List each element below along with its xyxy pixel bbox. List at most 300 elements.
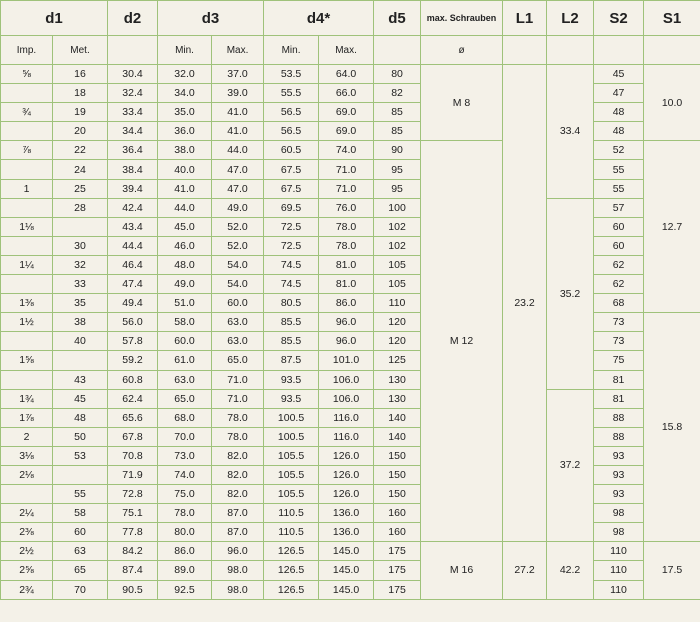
cell-d3min: 40.0 bbox=[158, 160, 212, 179]
cell-d3min: 65.0 bbox=[158, 389, 212, 408]
cell-d3min: 78.0 bbox=[158, 504, 212, 523]
cell-d3max: 78.0 bbox=[212, 408, 264, 427]
table-row bbox=[1, 389, 700, 408]
cell-d4min: 55.5 bbox=[264, 84, 319, 103]
cell-d3min: 45.0 bbox=[158, 217, 212, 236]
cell-d4max: 106.0 bbox=[319, 370, 374, 389]
cell-d2: 71.9 bbox=[108, 465, 158, 484]
cell-d2: 65.6 bbox=[108, 408, 158, 427]
cell-d5: 150 bbox=[374, 446, 421, 465]
subheader-empty bbox=[374, 36, 421, 65]
table-row bbox=[1, 84, 700, 103]
cell-d4min: 100.5 bbox=[264, 408, 319, 427]
cell-d3min: 70.0 bbox=[158, 427, 212, 446]
cell-d4max: 78.0 bbox=[319, 217, 374, 236]
cell-d4min: 56.5 bbox=[264, 122, 319, 141]
subheader-empty bbox=[547, 36, 594, 65]
cell-d4max: 145.0 bbox=[319, 542, 374, 561]
subheader-d4-min: Min. bbox=[264, 36, 319, 65]
cell-d4min: 69.5 bbox=[264, 198, 319, 217]
cell-d3min: 60.0 bbox=[158, 332, 212, 351]
cell-imp bbox=[1, 84, 53, 103]
cell-d3min: 32.0 bbox=[158, 65, 212, 84]
cell-met: 18 bbox=[53, 84, 108, 103]
cell-imp: 1¼ bbox=[1, 255, 53, 274]
cell-met: 32 bbox=[53, 255, 108, 274]
table-row bbox=[1, 370, 700, 389]
merged-schrauben-cell: M 16 bbox=[421, 542, 503, 599]
cell-d5: 125 bbox=[374, 351, 421, 370]
table-row bbox=[1, 465, 700, 484]
cell-d2: 67.8 bbox=[108, 427, 158, 446]
cell-d3max: 87.0 bbox=[212, 523, 264, 542]
cell-d5: 140 bbox=[374, 408, 421, 427]
table-row bbox=[1, 446, 700, 465]
cell-d4min: 93.5 bbox=[264, 389, 319, 408]
subheader-empty bbox=[594, 36, 644, 65]
merged-l2-cell: 35.2 bbox=[547, 198, 594, 389]
cell-d5: 105 bbox=[374, 275, 421, 294]
cell-d3max: 71.0 bbox=[212, 389, 264, 408]
cell-d3max: 49.0 bbox=[212, 198, 264, 217]
cell-d3min: 34.0 bbox=[158, 84, 212, 103]
table-row bbox=[1, 103, 700, 122]
cell-d2: 56.0 bbox=[108, 313, 158, 332]
cell-s2: 110 bbox=[594, 561, 644, 580]
cell-d5: 130 bbox=[374, 370, 421, 389]
cell-d5: 120 bbox=[374, 313, 421, 332]
header-d5: d5 bbox=[374, 1, 421, 36]
cell-s2: 48 bbox=[594, 103, 644, 122]
merged-l2-cell: 33.4 bbox=[547, 65, 594, 199]
table-row bbox=[1, 160, 700, 179]
cell-d3max: 54.0 bbox=[212, 255, 264, 274]
cell-d2: 70.8 bbox=[108, 446, 158, 465]
table-row bbox=[1, 504, 700, 523]
cell-d2: 84.2 bbox=[108, 542, 158, 561]
cell-d4min: 85.5 bbox=[264, 332, 319, 351]
table-row bbox=[1, 580, 700, 599]
merged-schrauben-cell: M 12 bbox=[421, 141, 503, 542]
table-row bbox=[1, 561, 700, 580]
cell-s2: 62 bbox=[594, 275, 644, 294]
cell-imp: 2¼ bbox=[1, 504, 53, 523]
cell-s2: 88 bbox=[594, 427, 644, 446]
cell-d4min: 126.5 bbox=[264, 580, 319, 599]
cell-d2: 72.8 bbox=[108, 485, 158, 504]
cell-d3max: 63.0 bbox=[212, 313, 264, 332]
cell-imp: 1¾ bbox=[1, 389, 53, 408]
merged-schrauben-cell: M 8 bbox=[421, 65, 503, 141]
cell-d3max: 96.0 bbox=[212, 542, 264, 561]
cell-d5: 150 bbox=[374, 485, 421, 504]
header-s2: S2 bbox=[594, 1, 644, 36]
cell-d5: 100 bbox=[374, 198, 421, 217]
cell-d3min: 41.0 bbox=[158, 179, 212, 198]
cell-d4max: 126.0 bbox=[319, 485, 374, 504]
subheader-d3-max: Max. bbox=[212, 36, 264, 65]
cell-d3max: 41.0 bbox=[212, 103, 264, 122]
cell-d4min: 105.5 bbox=[264, 446, 319, 465]
table-row bbox=[1, 332, 700, 351]
cell-d5: 110 bbox=[374, 294, 421, 313]
cell-imp: 2⅝ bbox=[1, 561, 53, 580]
cell-d3min: 73.0 bbox=[158, 446, 212, 465]
table-row bbox=[1, 179, 700, 198]
cell-imp: 2⅛ bbox=[1, 465, 53, 484]
cell-s2: 68 bbox=[594, 294, 644, 313]
cell-imp: ⅞ bbox=[1, 141, 53, 160]
cell-d2: 36.4 bbox=[108, 141, 158, 160]
cell-d3max: 82.0 bbox=[212, 485, 264, 504]
cell-imp bbox=[1, 485, 53, 504]
cell-d3min: 49.0 bbox=[158, 275, 212, 294]
cell-met bbox=[53, 351, 108, 370]
cell-d4min: 74.5 bbox=[264, 275, 319, 294]
table-row bbox=[1, 198, 700, 217]
cell-d3max: 65.0 bbox=[212, 351, 264, 370]
cell-met: 50 bbox=[53, 427, 108, 446]
table-row bbox=[1, 65, 700, 84]
cell-d5: 120 bbox=[374, 332, 421, 351]
cell-d4max: 71.0 bbox=[319, 160, 374, 179]
cell-imp: ⅝ bbox=[1, 65, 53, 84]
cell-d2: 77.8 bbox=[108, 523, 158, 542]
cell-d3min: 74.0 bbox=[158, 465, 212, 484]
table-row bbox=[1, 542, 700, 561]
header-d1: d1 bbox=[1, 1, 108, 36]
cell-d3max: 98.0 bbox=[212, 580, 264, 599]
cell-d3min: 63.0 bbox=[158, 370, 212, 389]
cell-met: 28 bbox=[53, 198, 108, 217]
table-body bbox=[1, 65, 700, 600]
cell-imp bbox=[1, 275, 53, 294]
cell-d3min: 61.0 bbox=[158, 351, 212, 370]
cell-d4max: 71.0 bbox=[319, 179, 374, 198]
cell-d4min: 87.5 bbox=[264, 351, 319, 370]
cell-s2: 88 bbox=[594, 408, 644, 427]
cell-imp: 2 bbox=[1, 427, 53, 446]
cell-d4max: 74.0 bbox=[319, 141, 374, 160]
cell-d3max: 39.0 bbox=[212, 84, 264, 103]
cell-d2: 87.4 bbox=[108, 561, 158, 580]
cell-d3min: 51.0 bbox=[158, 294, 212, 313]
cell-s2: 62 bbox=[594, 255, 644, 274]
table-row bbox=[1, 255, 700, 274]
cell-met: 38 bbox=[53, 313, 108, 332]
table-row bbox=[1, 351, 700, 370]
header-d3: d3 bbox=[158, 1, 264, 36]
cell-imp: 1⅝ bbox=[1, 351, 53, 370]
cell-d4min: 67.5 bbox=[264, 160, 319, 179]
cell-d2: 42.4 bbox=[108, 198, 158, 217]
header-l2: L2 bbox=[547, 1, 594, 36]
cell-imp bbox=[1, 370, 53, 389]
cell-met: 70 bbox=[53, 580, 108, 599]
cell-d3max: 71.0 bbox=[212, 370, 264, 389]
cell-d5: 85 bbox=[374, 122, 421, 141]
header-max-schrauben: max. Schrauben bbox=[421, 1, 503, 36]
cell-s2: 57 bbox=[594, 198, 644, 217]
cell-met: 16 bbox=[53, 65, 108, 84]
cell-d2: 44.4 bbox=[108, 236, 158, 255]
table-row bbox=[1, 122, 700, 141]
cell-d3max: 63.0 bbox=[212, 332, 264, 351]
cell-d5: 160 bbox=[374, 504, 421, 523]
cell-imp: 2¾ bbox=[1, 580, 53, 599]
cell-d5: 80 bbox=[374, 65, 421, 84]
cell-d5: 85 bbox=[374, 103, 421, 122]
cell-d4min: 72.5 bbox=[264, 217, 319, 236]
cell-d5: 130 bbox=[374, 389, 421, 408]
cell-d4max: 96.0 bbox=[319, 313, 374, 332]
cell-d3min: 35.0 bbox=[158, 103, 212, 122]
cell-d5: 90 bbox=[374, 141, 421, 160]
cell-met bbox=[53, 465, 108, 484]
cell-s2: 98 bbox=[594, 523, 644, 542]
cell-d4max: 136.0 bbox=[319, 504, 374, 523]
merged-l1-cell: 23.2 bbox=[503, 65, 547, 542]
table-row bbox=[1, 141, 700, 160]
cell-d5: 95 bbox=[374, 179, 421, 198]
cell-imp bbox=[1, 122, 53, 141]
cell-d4min: 72.5 bbox=[264, 236, 319, 255]
subheader-imp: Imp. bbox=[1, 36, 53, 65]
table-row bbox=[1, 236, 700, 255]
cell-d2: 39.4 bbox=[108, 179, 158, 198]
cell-d3max: 87.0 bbox=[212, 504, 264, 523]
cell-d3max: 44.0 bbox=[212, 141, 264, 160]
cell-d5: 175 bbox=[374, 561, 421, 580]
cell-d4max: 106.0 bbox=[319, 389, 374, 408]
cell-d4min: 100.5 bbox=[264, 427, 319, 446]
cell-d4max: 64.0 bbox=[319, 65, 374, 84]
cell-met: 25 bbox=[53, 179, 108, 198]
cell-d2: 34.4 bbox=[108, 122, 158, 141]
cell-d4min: 74.5 bbox=[264, 255, 319, 274]
cell-d4min: 60.5 bbox=[264, 141, 319, 160]
cell-d4max: 96.0 bbox=[319, 332, 374, 351]
cell-s2: 73 bbox=[594, 313, 644, 332]
cell-d3min: 46.0 bbox=[158, 236, 212, 255]
cell-d4min: 56.5 bbox=[264, 103, 319, 122]
cell-met: 33 bbox=[53, 275, 108, 294]
table-row bbox=[1, 427, 700, 446]
cell-d3max: 98.0 bbox=[212, 561, 264, 580]
merged-s1-cell: 17.5 bbox=[644, 542, 700, 599]
cell-d3min: 36.0 bbox=[158, 122, 212, 141]
cell-d3max: 47.0 bbox=[212, 179, 264, 198]
table-row bbox=[1, 485, 700, 504]
cell-d3max: 78.0 bbox=[212, 427, 264, 446]
cell-d4max: 116.0 bbox=[319, 408, 374, 427]
subheader-empty bbox=[503, 36, 547, 65]
cell-s2: 45 bbox=[594, 65, 644, 84]
merged-s1-cell: 15.8 bbox=[644, 313, 700, 542]
cell-imp bbox=[1, 198, 53, 217]
subheader-diameter-symbol: ø bbox=[421, 36, 503, 65]
cell-met: 60 bbox=[53, 523, 108, 542]
cell-d2: 57.8 bbox=[108, 332, 158, 351]
cell-s2: 93 bbox=[594, 485, 644, 504]
cell-d3min: 44.0 bbox=[158, 198, 212, 217]
cell-met: 43 bbox=[53, 370, 108, 389]
merged-s1-cell: 12.7 bbox=[644, 141, 700, 313]
cell-d3min: 92.5 bbox=[158, 580, 212, 599]
cell-met: 65 bbox=[53, 561, 108, 580]
cell-s2: 55 bbox=[594, 179, 644, 198]
cell-d5: 82 bbox=[374, 84, 421, 103]
cell-d3min: 68.0 bbox=[158, 408, 212, 427]
cell-s2: 60 bbox=[594, 236, 644, 255]
subheader-d3-min: Min. bbox=[158, 36, 212, 65]
cell-s2: 110 bbox=[594, 542, 644, 561]
cell-met: 35 bbox=[53, 294, 108, 313]
cell-d2: 62.4 bbox=[108, 389, 158, 408]
cell-imp bbox=[1, 332, 53, 351]
cell-d4max: 126.0 bbox=[319, 446, 374, 465]
cell-d4min: 110.5 bbox=[264, 504, 319, 523]
subheader-met: Met. bbox=[53, 36, 108, 65]
table-row bbox=[1, 408, 700, 427]
cell-met: 48 bbox=[53, 408, 108, 427]
table-row bbox=[1, 294, 700, 313]
cell-met: 20 bbox=[53, 122, 108, 141]
cell-d3min: 38.0 bbox=[158, 141, 212, 160]
cell-d3min: 86.0 bbox=[158, 542, 212, 561]
table-row bbox=[1, 313, 700, 332]
cell-d3max: 52.0 bbox=[212, 236, 264, 255]
cell-d4min: 105.5 bbox=[264, 485, 319, 504]
cell-imp: 1⅞ bbox=[1, 408, 53, 427]
cell-d4max: 86.0 bbox=[319, 294, 374, 313]
header-l1: L1 bbox=[503, 1, 547, 36]
header-row bbox=[1, 1, 700, 36]
header-s1: S1 bbox=[644, 1, 700, 36]
cell-d4max: 76.0 bbox=[319, 198, 374, 217]
cell-d2: 59.2 bbox=[108, 351, 158, 370]
cell-s2: 75 bbox=[594, 351, 644, 370]
cell-imp bbox=[1, 236, 53, 255]
cell-d4min: 105.5 bbox=[264, 465, 319, 484]
cell-s2: 93 bbox=[594, 446, 644, 465]
merged-l1-cell: 27.2 bbox=[503, 542, 547, 599]
cell-s2: 93 bbox=[594, 465, 644, 484]
cell-d2: 60.8 bbox=[108, 370, 158, 389]
subheader-empty bbox=[108, 36, 158, 65]
cell-s2: 52 bbox=[594, 141, 644, 160]
cell-d2: 33.4 bbox=[108, 103, 158, 122]
cell-d4min: 53.5 bbox=[264, 65, 319, 84]
cell-d4min: 93.5 bbox=[264, 370, 319, 389]
cell-imp: 2½ bbox=[1, 542, 53, 561]
cell-s2: 81 bbox=[594, 389, 644, 408]
cell-d2: 43.4 bbox=[108, 217, 158, 236]
cell-met: 24 bbox=[53, 160, 108, 179]
cell-d4max: 136.0 bbox=[319, 523, 374, 542]
cell-d3max: 82.0 bbox=[212, 465, 264, 484]
cell-d3max: 60.0 bbox=[212, 294, 264, 313]
cell-s2: 55 bbox=[594, 160, 644, 179]
cell-d5: 160 bbox=[374, 523, 421, 542]
cell-d5: 95 bbox=[374, 160, 421, 179]
cell-d3max: 52.0 bbox=[212, 217, 264, 236]
cell-met: 30 bbox=[53, 236, 108, 255]
table-row bbox=[1, 523, 700, 542]
cell-d5: 105 bbox=[374, 255, 421, 274]
cell-d4max: 145.0 bbox=[319, 561, 374, 580]
cell-d5: 150 bbox=[374, 465, 421, 484]
cell-met: 53 bbox=[53, 446, 108, 465]
cell-met: 45 bbox=[53, 389, 108, 408]
cell-d4max: 69.0 bbox=[319, 122, 374, 141]
cell-d4max: 116.0 bbox=[319, 427, 374, 446]
cell-d3min: 58.0 bbox=[158, 313, 212, 332]
cell-d4max: 66.0 bbox=[319, 84, 374, 103]
cell-s2: 81 bbox=[594, 370, 644, 389]
cell-imp: 2⅜ bbox=[1, 523, 53, 542]
subheader-row bbox=[1, 36, 700, 65]
cell-s2: 73 bbox=[594, 332, 644, 351]
cell-met bbox=[53, 217, 108, 236]
cell-imp: 3⅛ bbox=[1, 446, 53, 465]
cell-imp: 1 bbox=[1, 179, 53, 198]
cell-d5: 102 bbox=[374, 236, 421, 255]
cell-d2: 38.4 bbox=[108, 160, 158, 179]
cell-d2: 49.4 bbox=[108, 294, 158, 313]
cell-d2: 47.4 bbox=[108, 275, 158, 294]
cell-d3min: 48.0 bbox=[158, 255, 212, 274]
cell-s2: 60 bbox=[594, 217, 644, 236]
cell-imp: 1⅜ bbox=[1, 294, 53, 313]
cell-d3min: 89.0 bbox=[158, 561, 212, 580]
subheader-d4-max: Max. bbox=[319, 36, 374, 65]
cell-d2: 32.4 bbox=[108, 84, 158, 103]
cell-d4max: 126.0 bbox=[319, 465, 374, 484]
cell-met: 58 bbox=[53, 504, 108, 523]
cell-s2: 110 bbox=[594, 580, 644, 599]
cell-d3max: 37.0 bbox=[212, 65, 264, 84]
cell-d2: 46.4 bbox=[108, 255, 158, 274]
cell-s2: 98 bbox=[594, 504, 644, 523]
cell-d5: 140 bbox=[374, 427, 421, 446]
cell-d3max: 82.0 bbox=[212, 446, 264, 465]
table-row bbox=[1, 217, 700, 236]
cell-d4max: 81.0 bbox=[319, 255, 374, 274]
cell-d4min: 67.5 bbox=[264, 179, 319, 198]
cell-d5: 175 bbox=[374, 580, 421, 599]
cell-s2: 48 bbox=[594, 122, 644, 141]
cell-d3min: 80.0 bbox=[158, 523, 212, 542]
cell-met: 55 bbox=[53, 485, 108, 504]
cell-imp: 1½ bbox=[1, 313, 53, 332]
merged-l2-cell: 37.2 bbox=[547, 389, 594, 542]
cell-d4max: 69.0 bbox=[319, 103, 374, 122]
cell-d4max: 81.0 bbox=[319, 275, 374, 294]
table-row bbox=[1, 275, 700, 294]
cell-imp: 1⅛ bbox=[1, 217, 53, 236]
cell-imp bbox=[1, 160, 53, 179]
cell-d2: 90.5 bbox=[108, 580, 158, 599]
cell-d2: 30.4 bbox=[108, 65, 158, 84]
header-d4: d4* bbox=[264, 1, 374, 36]
cell-met: 40 bbox=[53, 332, 108, 351]
cell-d2: 75.1 bbox=[108, 504, 158, 523]
cell-d3max: 47.0 bbox=[212, 160, 264, 179]
cell-d4max: 101.0 bbox=[319, 351, 374, 370]
cell-d4min: 80.5 bbox=[264, 294, 319, 313]
cell-d5: 102 bbox=[374, 217, 421, 236]
